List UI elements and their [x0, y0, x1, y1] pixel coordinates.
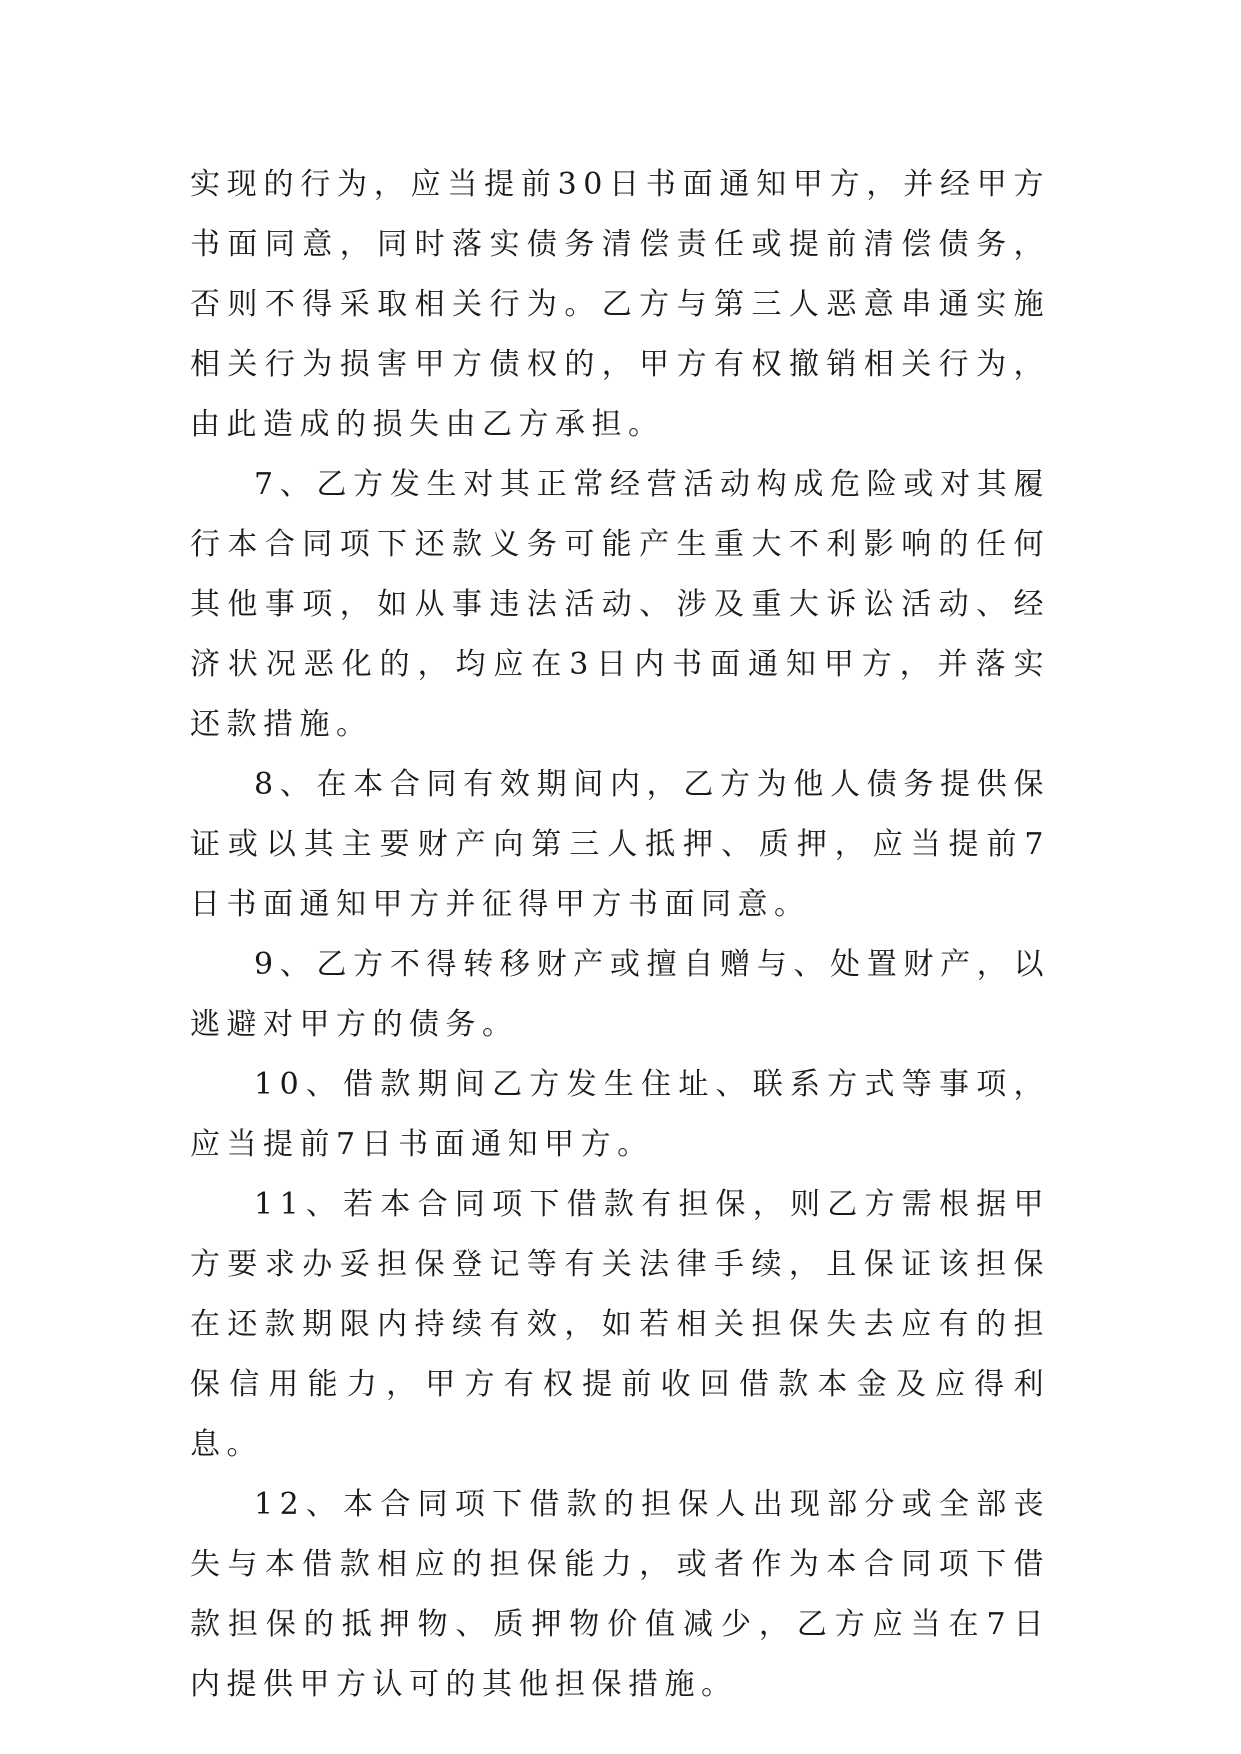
paragraph-clause-9: 9、乙方不得转移财产或擅自赠与、处置财产，以逃避对甲方的债务。 [190, 947, 1050, 1042]
paragraph-clause-8: 8、在本合同有效期间内，乙方为他人债务提供保证或以其主要财产向第三人抵押、质押，应当提前7日书面通知甲方并征得甲方书面同意。 [190, 767, 1050, 922]
paragraph-clause-11: 11、若本合同项下借款有担保，则乙方需根据甲方要求办妥担保登记等有关法律手续，且保证该担保在还款期限内持续有效，如若相关担保失去应有的担保信用能力，甲方有权提前收回借款本金及应得利息。 [190, 1187, 1050, 1462]
paragraph-clause-7: 7、乙方发生对其正常经营活动构成危险或对其履行本合同项下还款义务可能产生重大不利影响的任何其他事项，如从事违法活动、涉及重大诉讼活动、经济状况恶化的，均应在3日内书面通知甲方，并落实还款措施。 [190, 467, 1050, 742]
paragraph-clause-10: 10、借款期间乙方发生住址、联系方式等事项，应当提前7日书面通知甲方。 [190, 1067, 1050, 1162]
document-body [190, 155, 1050, 1715]
paragraph-continuation: 实现的行为，应当提前30日书面通知甲方，并经甲方书面同意，同时落实债务清偿责任或提前清偿债务，否则不得采取相关行为。乙方与第三人恶意串通实施相关行为损害甲方债权的，甲方有权撤销相关行为，由此造成的损失由乙方承担。 [190, 167, 1050, 442]
paragraph-clause-12: 12、本合同项下借款的担保人出现部分或全部丧失与本借款相应的担保能力，或者作为本合同项下借款担保的抵押物、质押物价值减少，乙方应当在7日内提供甲方认可的其他担保措施。 [190, 1487, 1050, 1702]
